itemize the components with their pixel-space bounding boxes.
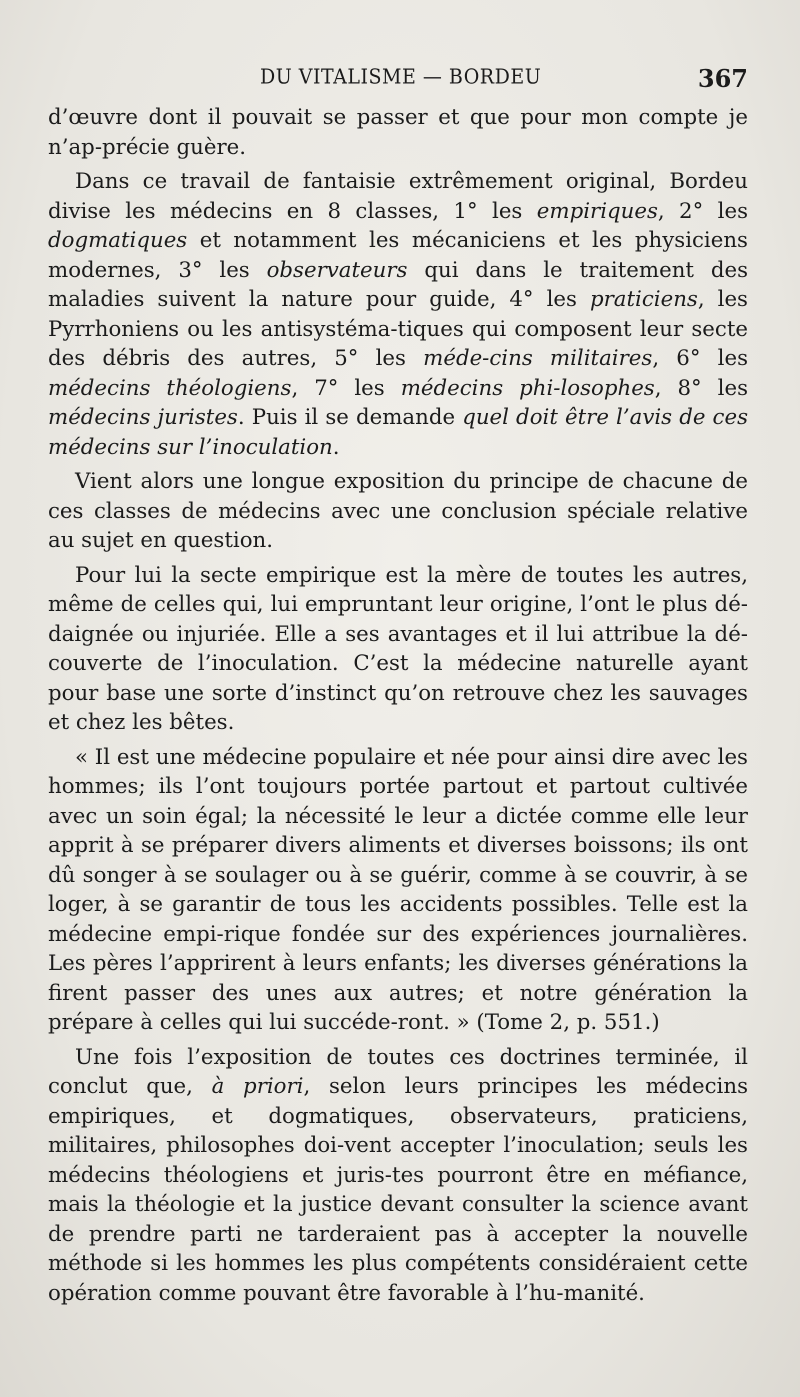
paragraph-conclusion [48,1043,748,1309]
text-run: , 7° les [291,375,401,401]
text-run: d’œuvre dont il pouvait se passer et que pour mon compte je n’ap-précie guère. [48,105,748,160]
paragraph-continuation [48,103,748,162]
text-run: , les Pyrrhoniens ou les antisystéma-tiques qui composent leur secte des débris des autres, 5° les [48,287,748,371]
text-run: , 6° les [652,346,748,371]
italic-run: méde-cins militaires [423,346,653,371]
italic-run: médecins phi-losophes [400,375,655,401]
text-run: Pour lui la secte empirique est la mère de toutes les autres, même de celles qui, lui empruntant leur origine, l’ont le plus dé-daignée ou injuriée. Elle a ses avantages et il lui attribue la dé-couverte de l’inoculation. C’est la médecine naturelle ayant pour base une sorte d’instinct qu’on retrouve chez les sauvages et chez les bêtes. [48,562,748,735]
italic-run: quel doit être l’avis de ces médecins sur l’inoculation [48,405,748,460]
italic-run: observateurs [266,257,408,283]
text-run: qui dans le traitement des maladies suivent la nature pour guide, 4° les [48,257,748,312]
paragraph-classes [48,167,748,462]
text-run: Dans ce travail de fantaisie extrêmement original, Bordeu divise les médecins en 8 classes, 1° les [48,169,748,224]
text-run: et notamment les mécaniciens et les physiciens modernes, 3° les [48,228,748,283]
text-run: . [332,434,340,460]
text-run: Une fois l’exposition de toutes ces doctrines terminée, il conclut que, [48,1044,748,1099]
italic-run: à priori [211,1074,304,1099]
paragraph-empirical-sect [48,561,748,738]
italic-run: dogmatiques [48,228,188,253]
text-run: « Il est une médecine populaire et née pour ainsi dire avec les hommes; ils l’ont toujours portée partout et partout cultivée avec un soin égal; la nécessité le leur a dictée comme elle leur apprit à se préparer divers aliments et diverses boissons; ils ont dû songer à se soulager ou à se guérir, comme à se couvrir, à se loger, à se garantir de tous les accidents possibles. Telle est la médecine empi-rique fondée sur des expériences journalières. Les pères l’apprirent à leurs enfants; les diverses générations la firent passer des unes aux autres; et notre génération la prépare à celles qui lui succéde-ront. » (Tome 2, p. 551.) [48,744,748,1035]
page-header [48,64,748,100]
body-text [48,103,748,1313]
text-run: . Puis il se demande [237,405,463,430]
paragraph-quotation [48,743,748,1038]
italic-run: médecins théologiens [48,375,292,401]
paragraph-exposition [48,467,748,556]
italic-run: médecins juristes [48,405,238,430]
text-run: Vient alors une longue exposition du principe de chacune de ces classes de médecins avec une conclusion spéciale relative au sujet en question. [48,469,748,553]
text-run: , 2° les [657,198,748,224]
text-run: , 8° les [654,375,749,401]
running-head: DU VITALISME — BORDEU [260,64,542,90]
italic-run: empiriques [536,198,658,224]
page-number: 367 [697,64,748,93]
italic-run: praticiens [589,287,698,312]
text-run: , selon leurs principes les médecins empiriques, et dogmatiques, observateurs, praticiens, militaires, philosophes doi-vent accepter l’inoculation; seuls les médecins théologiens et juris-tes pourront être en méfiance, mais la théologie et la justice devant consulter la science avant de prendre parti ne tarderaient pas à accepter la nouvelle méthode si les hommes les plus compétents considéraient cette opération comme pouvant être favorable à l’hu-manité. [48,1074,748,1306]
